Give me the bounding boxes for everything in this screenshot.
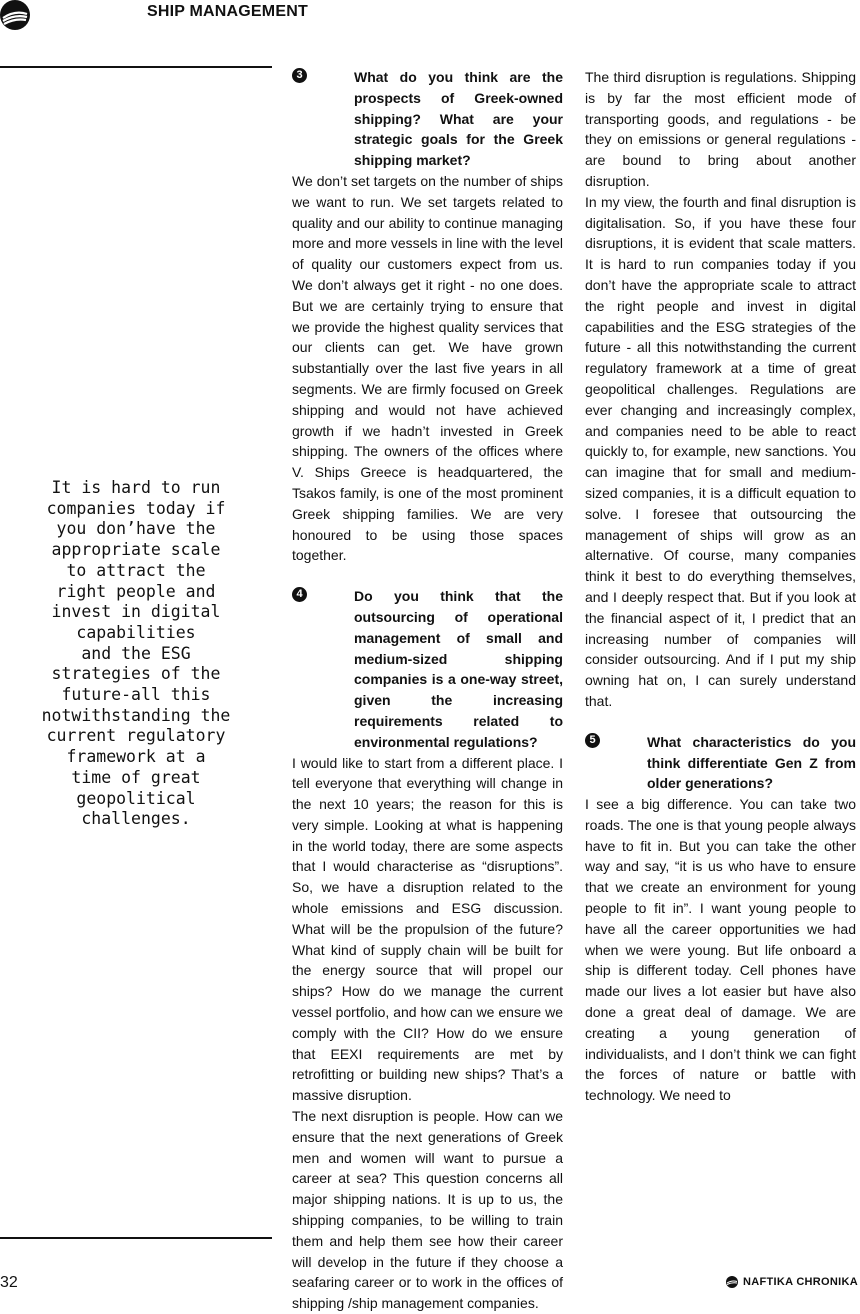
answer-paragraph: In my view, the fourth and final disruption is digitalisation. So, if you have these four disruptions, it is evident that scale matters. It is hard to run companies today if you don’t have the appropriate scale to attract the right people and invest in digital capabilities and the ESG strategies of the future - all this notwithstanding the current regulatory framework at a time of great geopolitical challenges. Regulations are ever changing and increasingly complex, and companies need to be able to react quickly to, for example, new sanctions. You can imagine that for small and medium-sized companies, it is a difficult equation to solve. I foresee that outsourcing the management of ships will grow as an alternative. Of course, many companies think it best to do everything themselves, and I deeply respect that. But if you look at the financial aspect of it, I predict that an increasing number of companies will consider outsourcing. And if I put my ship owning hat on, I can surely understand that. [585, 193, 856, 709]
answer-paragraph: We don’t set targets on the number of ships we want to run. We set targets related to quality and our ability to continue managing more and more vessels in line with the level of quality our customers expect from us. We don’t always get it right - no one does. But we are certainly trying to ensure that we provide the highest quality services that our clients can get. We have grown substantially over the last five years in all segments. We are firmly focused on Greek shipping and would not have achieved growth if we hadn’t invested in Greek shipping. The owners of the offices where V. Ships Greece is headquartered, the Tsakos family, is one of the most prominent Greek shipping families. We are very honoured to be using those spaces together. [292, 172, 563, 564]
pull-quote-line: geopolitical [76, 788, 196, 808]
pull-quote-line: you don’have the [56, 519, 216, 539]
pull-quote-line: challenges. [81, 809, 191, 829]
article-column-1 [292, 67, 563, 1314]
pull-quote-line: notwithstanding the [41, 705, 231, 725]
question-text: Do you think that the outsourcing of operational management of small and medium-sized shipping companies is a one-way street, given the increasing requirements related to environmental regulations? [354, 588, 563, 750]
pull-quote-line: appropriate scale [51, 540, 221, 560]
pull-quote-line: capabilities [76, 622, 196, 642]
pull-quote-line: strategies of the [51, 664, 221, 684]
pull-quote-line: right people and [56, 581, 216, 601]
pull-quote-line: to attract the [66, 560, 206, 580]
question-3 [292, 67, 563, 171]
question-text: What do you think are the prospects of Greek-owned shipping? What are your strategic goals for the Greek shipping market? [354, 69, 563, 169]
question-number-badge: 5 [585, 733, 600, 748]
pull-quote-line: It is hard to run [51, 478, 221, 497]
pull-quote [30, 478, 242, 830]
pull-quote-line: current regulatory [46, 726, 226, 746]
question-4 [292, 586, 563, 752]
question-text: What characteristics do you think differentiate Gen Z from older generations? [647, 733, 856, 792]
top-divider [0, 66, 272, 68]
pull-quote-line: future-all this [61, 685, 211, 705]
pull-quote-line: time of great [71, 767, 201, 787]
article-column-2 [585, 67, 856, 1106]
answer-paragraph: I see a big difference. You can take two roads. The one is that young people always have to fit in. But you can take the other way and say, “it is us who have to ensure that we create an environment for young people to fit in”. I want young people to have all the career opportunities we had when we were young. But life onboard a ship is different today. Cell phones have made our lives a lot easier but have also done a great deal of damage. We are creating a young generation of individualists, and I don’t think we can fight the forces of nature or battle with technology. We need to [585, 796, 856, 1104]
page-number: 32 [0, 1274, 18, 1291]
question-5 [585, 732, 856, 794]
pull-quote-line: framework at a [66, 747, 206, 767]
brand-footer [726, 1276, 858, 1288]
pull-quote-line: companies today if [46, 498, 226, 518]
pull-quote-line: invest in digital [51, 602, 221, 622]
magazine-logo-icon [0, 0, 30, 30]
section-title: SHIP MANAGEMENT [147, 3, 308, 20]
answer-paragraph: The next disruption is people. How can we ensure that the next generations of Greek men and women will want to pursue a career at sea? This question concerns all major shipping nations. It is up to us, the shipping companies, to be willing to train them and help them see how their career will develop in the future if they choose a seafaring career or to work in the offices of shipping /ship management companies. [292, 1108, 563, 1312]
bottom-divider [0, 1237, 272, 1239]
answer-paragraph: The third disruption is regulations. Shipping is by far the most efficient mode of transporting goods, and regulations - be they on emissions or general regulations - are bound to bring about another disruption. [585, 69, 856, 189]
brand-name: NAFTIKA CHRONIKA [743, 1276, 858, 1288]
question-number-badge: 4 [292, 587, 307, 602]
question-number-badge: 3 [292, 68, 307, 83]
pull-quote-line: and the ESG [81, 643, 191, 663]
brand-logo-icon [726, 1276, 738, 1288]
answer-paragraph: I would like to start from a different place. I tell everyone that everything will change in the next 10 years; the reason for this is very simple. Looking at what is happening in the world today, there are some aspects that I would characterise as “disruptions”. So, we have a disruption related to the whole emissions and ESG discussion. What will be the propulsion of the future? What kind of supply chain will be built for the energy source that will propel our ships? How do we manage the current vessel portfolio, and how can we ensure we comply with the CII? How do we ensure that EEXI requirements are met by retrofitting or building new ships? That’s a massive disruption. [292, 754, 563, 1104]
